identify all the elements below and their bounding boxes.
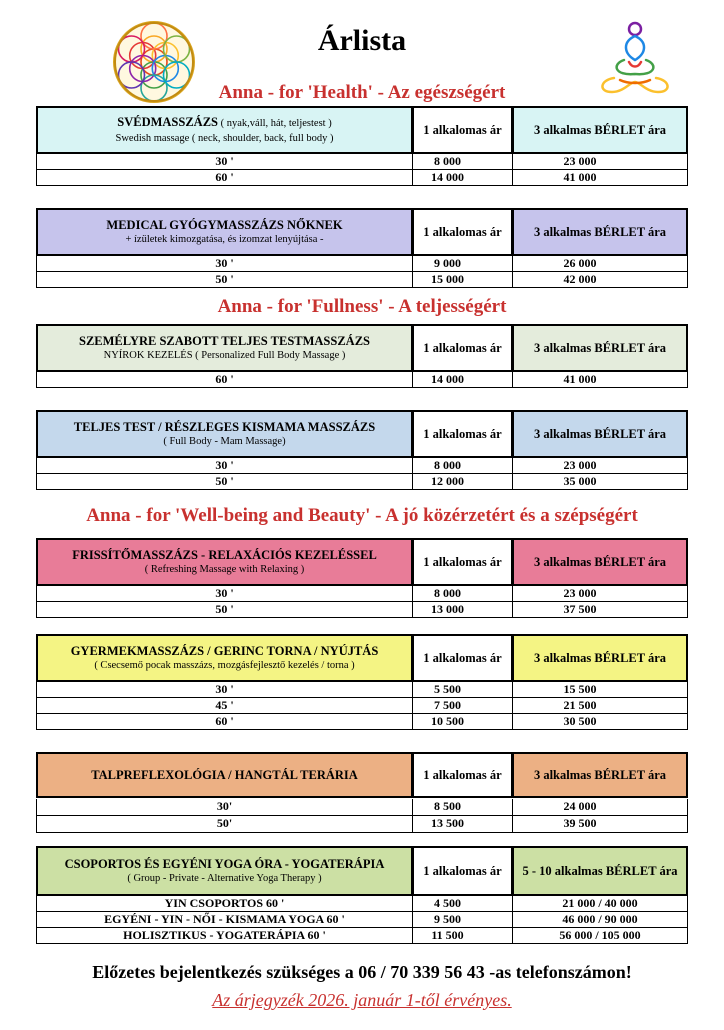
pass-price-header: 5 - 10 alkalmas BÉRLET ára bbox=[514, 848, 686, 894]
service-name-cell bbox=[38, 108, 414, 152]
table-header bbox=[36, 208, 688, 256]
pass-price: 21 500 bbox=[563, 698, 597, 712]
table-header bbox=[36, 752, 688, 798]
section-title-health: Anna - for 'Health' - Az egészségért bbox=[218, 82, 506, 103]
table-row bbox=[37, 928, 687, 944]
table-header bbox=[36, 106, 688, 154]
pass-price: 41 000 bbox=[563, 372, 597, 386]
class-type: HOLISZTIKUS - YOGATERÁPIA 60 ' bbox=[37, 928, 413, 943]
table-row bbox=[37, 170, 687, 186]
single-price: 5 500 bbox=[413, 682, 513, 697]
table-row bbox=[37, 799, 687, 816]
service-name-detail: ( nyak,váll, hát, teljestest ) bbox=[218, 118, 332, 129]
pass-price: 35 000 bbox=[563, 474, 597, 488]
duration: 30 ' bbox=[37, 154, 413, 169]
single-price-header: 1 alkalomas ár bbox=[414, 540, 514, 584]
service-subtitle: ( Csecsemő pocak masszázs, mozgásfejlesztő kezelés / torna ) bbox=[94, 660, 355, 671]
single-price: 13 500 bbox=[413, 816, 513, 832]
duration: 45 ' bbox=[37, 698, 413, 713]
duration: 60 ' bbox=[37, 170, 413, 185]
pass-price: 21 000 / 40 000 bbox=[562, 896, 638, 910]
service-subtitle: ( Refreshing Massage with Relaxing ) bbox=[144, 564, 305, 575]
table-header bbox=[36, 846, 688, 896]
single-price: 10 500 bbox=[413, 714, 513, 729]
table-row bbox=[37, 154, 687, 170]
pass-price: 42 000 bbox=[563, 272, 597, 286]
single-price: 8 500 bbox=[413, 799, 513, 815]
class-type: EGYÉNI - YIN - NŐI - KISMAMA YOGA 60 ' bbox=[37, 912, 413, 927]
duration: 50 ' bbox=[37, 602, 413, 617]
table-header bbox=[36, 324, 688, 372]
single-price-header: 1 alkalomas ár bbox=[414, 412, 514, 456]
single-price-header: 1 alkalomas ár bbox=[414, 754, 514, 796]
page-title: Árlista bbox=[317, 24, 407, 57]
price-table-yoga bbox=[36, 846, 688, 944]
single-price-header: 1 alkalomas ár bbox=[414, 108, 514, 152]
section-title-fullness: Anna - for 'Fullness' - A teljességért bbox=[217, 296, 507, 317]
pass-price-header: 3 alkalmas BÉRLET ára bbox=[514, 108, 686, 152]
service-name: GYERMEKMASSZÁZS / GERINC TORNA / NYÚJTÁS bbox=[70, 644, 379, 658]
table-row bbox=[37, 256, 687, 272]
table-row bbox=[37, 682, 687, 698]
duration: 50 ' bbox=[37, 272, 413, 287]
pass-price-header: 3 alkalmas BÉRLET ára bbox=[514, 412, 686, 456]
service-name: CSOPORTOS ÉS EGYÉNI YOGA ÓRA - YOGATERÁPIA bbox=[64, 857, 385, 871]
price-table-swedish-massage bbox=[36, 106, 688, 186]
service-subtitle: + ízületek kimozgatása, és izomzat lenyújtása - bbox=[125, 234, 324, 245]
duration: 30 ' bbox=[37, 682, 413, 697]
single-price: 13 000 bbox=[413, 602, 513, 617]
service-name: TELJES TEST / RÉSZLEGES KISMAMA MASSZÁZS bbox=[73, 420, 376, 434]
class-type: YIN CSOPORTOS 60 ' bbox=[37, 896, 413, 911]
table-row bbox=[37, 896, 687, 912]
service-name-cell bbox=[38, 636, 414, 680]
table-row bbox=[37, 474, 687, 490]
pass-price: 37 500 bbox=[563, 602, 597, 616]
single-price: 9 000 bbox=[413, 256, 513, 271]
table-row bbox=[37, 816, 687, 833]
pass-price-header: 3 alkalmas BÉRLET ára bbox=[514, 754, 686, 796]
table-row bbox=[37, 912, 687, 928]
pass-price: 15 500 bbox=[563, 682, 597, 696]
single-price: 11 500 bbox=[413, 928, 513, 943]
duration: 60 ' bbox=[37, 372, 413, 387]
price-table-reflexology bbox=[36, 752, 688, 833]
service-name: MEDICAL GYÓGYMASSZÁZS NŐKNEK bbox=[106, 218, 343, 232]
service-name-cell bbox=[38, 412, 414, 456]
service-subtitle: ( Group - Private - Alternative Yoga Therapy ) bbox=[127, 873, 322, 884]
table-row bbox=[37, 372, 687, 388]
single-price: 8 000 bbox=[413, 154, 513, 169]
single-price: 4 500 bbox=[413, 896, 513, 911]
validity-notice: Az árjegyzék 2026. január 1-től érvényes. bbox=[212, 990, 512, 1010]
table-row bbox=[37, 698, 687, 714]
table-row bbox=[37, 602, 687, 618]
service-name: FRISSÍTŐMASSZÁZS - RELAXÁCIÓS KEZELÉSSEL bbox=[72, 548, 377, 562]
single-price: 8 000 bbox=[413, 586, 513, 601]
pass-price: 39 500 bbox=[563, 816, 597, 830]
table-row bbox=[37, 458, 687, 474]
table-header bbox=[36, 634, 688, 682]
duration: 50 ' bbox=[37, 474, 413, 489]
single-price: 14 000 bbox=[413, 372, 513, 387]
pass-price: 23 000 bbox=[563, 154, 597, 168]
price-table-personalized-massage bbox=[36, 324, 688, 388]
service-name-cell bbox=[38, 848, 414, 894]
table-header bbox=[36, 538, 688, 586]
price-table-medical-massage bbox=[36, 208, 688, 288]
pass-price-header: 3 alkalmas BÉRLET ára bbox=[514, 636, 686, 680]
price-table-child-massage bbox=[36, 634, 688, 730]
pass-price: 41 000 bbox=[563, 170, 597, 184]
single-price: 7 500 bbox=[413, 698, 513, 713]
duration: 30 ' bbox=[37, 458, 413, 473]
single-price: 14 000 bbox=[413, 170, 513, 185]
duration: 30 ' bbox=[37, 256, 413, 271]
service-subtitle: ( Full Body - Mam Massage) bbox=[163, 436, 286, 447]
pass-price: 26 000 bbox=[563, 256, 597, 270]
pass-price: 23 000 bbox=[563, 586, 597, 600]
price-table-maternity-massage bbox=[36, 410, 688, 490]
single-price-header: 1 alkalomas ár bbox=[414, 636, 514, 680]
duration: 30 ' bbox=[37, 586, 413, 601]
pass-price-header: 3 alkalmas BÉRLET ára bbox=[514, 540, 686, 584]
service-name-cell bbox=[38, 754, 414, 796]
pass-price: 56 000 / 105 000 bbox=[559, 928, 641, 942]
duration: 60 ' bbox=[37, 714, 413, 729]
section-title-wellbeing: Anna - for 'Well-being and Beauty' - A jó közérzetért és a szépségért bbox=[86, 505, 638, 526]
table-row bbox=[37, 586, 687, 602]
booking-notice: Előzetes bejelentkezés szükséges a 06 / 70 339 56 43 -as telefonszámon! bbox=[92, 962, 632, 982]
table-row bbox=[37, 272, 687, 288]
service-name-cell bbox=[38, 210, 414, 254]
service-name: SZEMÉLYRE SZABOTT TELJES TESTMASSZÁZS bbox=[79, 334, 370, 348]
service-name: SVÉDMASSZÁZS bbox=[117, 115, 218, 129]
pass-price: 24 000 bbox=[563, 799, 597, 813]
single-price: 15 000 bbox=[413, 272, 513, 287]
duration: 30' bbox=[37, 799, 413, 815]
pass-price: 30 500 bbox=[563, 714, 597, 728]
single-price-header: 1 alkalomas ár bbox=[414, 848, 514, 894]
single-price: 9 500 bbox=[413, 912, 513, 927]
service-subtitle: Swedish massage ( neck, shoulder, back, full body ) bbox=[115, 133, 334, 144]
single-price: 12 000 bbox=[413, 474, 513, 489]
duration: 50' bbox=[37, 816, 413, 832]
pass-price-header: 3 alkalmas BÉRLET ára bbox=[514, 210, 686, 254]
single-price-header: 1 alkalomas ár bbox=[414, 326, 514, 370]
table-row bbox=[37, 714, 687, 730]
price-table-refreshing-massage bbox=[36, 538, 688, 618]
service-name-cell bbox=[38, 326, 414, 370]
single-price: 8 000 bbox=[413, 458, 513, 473]
single-price-header: 1 alkalomas ár bbox=[414, 210, 514, 254]
service-name: TALPREFLEXOLÓGIA / HANGTÁL TERÁRIA bbox=[91, 768, 358, 782]
pass-price: 46 000 / 90 000 bbox=[562, 912, 638, 926]
table-header bbox=[36, 410, 688, 458]
pass-price-header: 3 alkalmas BÉRLET ára bbox=[514, 326, 686, 370]
service-name-cell bbox=[38, 540, 414, 584]
pass-price: 23 000 bbox=[563, 458, 597, 472]
service-subtitle: NYÍROK KEZELÉS ( Personalized Full Body Massage ) bbox=[103, 350, 346, 361]
